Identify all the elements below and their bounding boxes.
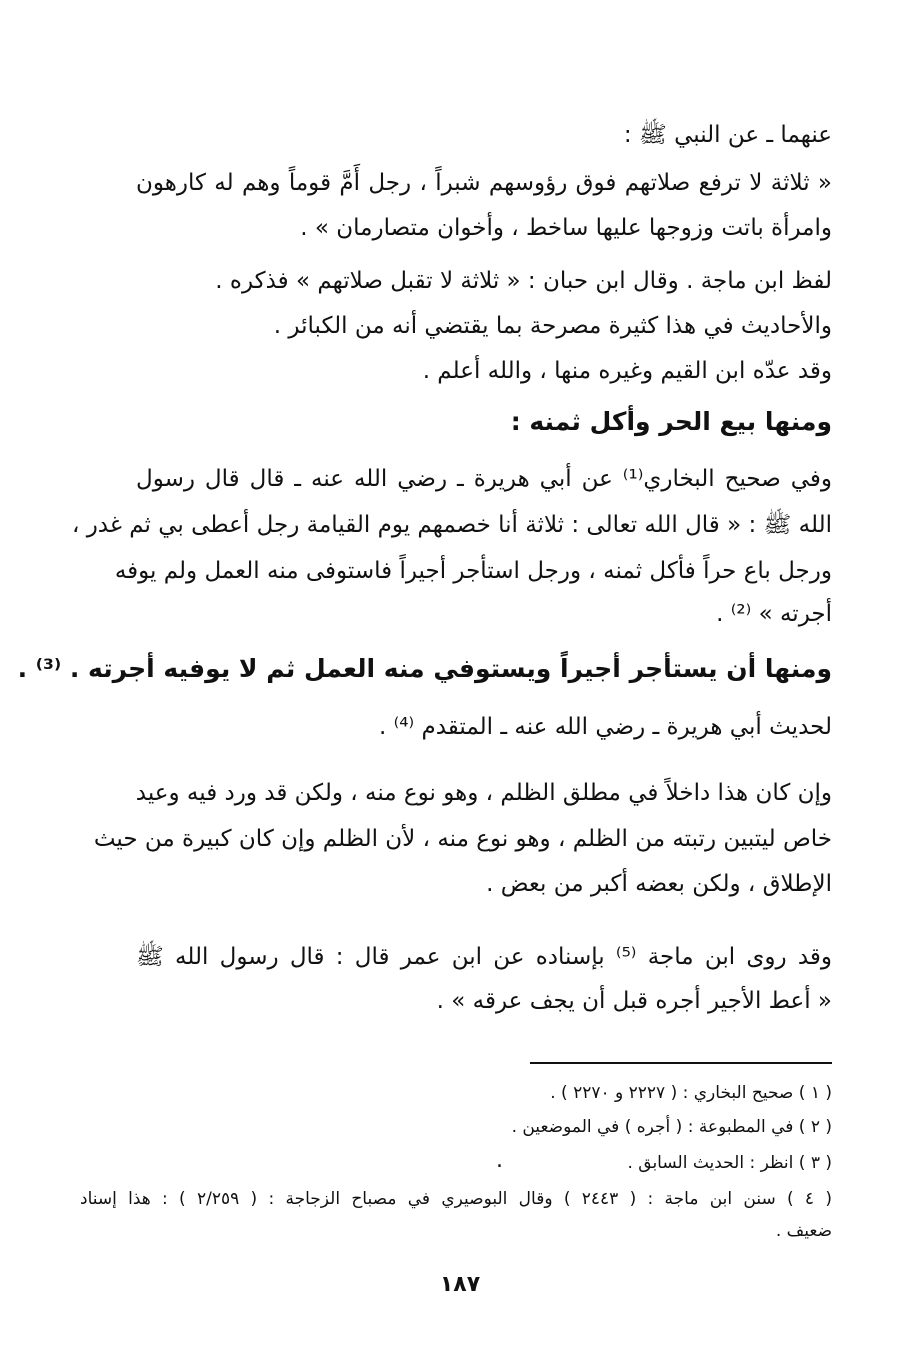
body-line-9: ورجل باع حراً فأكل ثمنه ، ورجل استأجر أجيراً فاستوفى منه العمل ولم يوفه (114, 558, 832, 584)
body-line-16: « أعط الأجير أجره قبل أن يجف عرقه » . (436, 988, 832, 1014)
footnote-1: ( ١ ) صحيح البخاري : ( ٢٢٢٧ و ٢٢٧٠ ) . (550, 1083, 832, 1103)
body-line-10: أجرته » ⁽²⁾ . (716, 601, 832, 627)
footnote-4-continuation: ضعيف . (775, 1221, 832, 1241)
body-line-8: الله ﷺ : « قال الله تعالى : ثلاثة أنا خصمهم يوم القيامة رجل أعطى بي ثم غدر ، (71, 512, 832, 538)
page-number: ١٨٧ (439, 1272, 481, 1297)
footnote-separator (530, 1062, 832, 1064)
body-line-15: وقد روى ابن ماجة ⁽⁵⁾ بإسناده عن ابن عمر قال : قال رسول الله ﷺ (136, 944, 832, 970)
body-line-5: والأحاديث في هذا كثيرة مصرحة بما يقتضي أنه من الكبائر . (273, 313, 832, 339)
body-line-14: الإطلاق ، ولكن بعضه أكبر من بعض . (486, 871, 832, 897)
body-line-7: وفي صحيح البخاري⁽¹⁾ عن أبي هريرة ـ رضي الله عنه ـ قال قال رسول (136, 466, 833, 492)
footnote-2: ( ٢ ) في المطبوعة : ( أجره ) في الموضعين . (511, 1117, 832, 1137)
footnote-3: ( ٣ ) انظر : الحديث السابق . (627, 1153, 832, 1173)
body-line-11: لحديث أبي هريرة ـ رضي الله عنه ـ المتقدم ⁽⁴⁾ . (378, 714, 832, 740)
body-line-3: وامرأة باتت وزوجها عليها ساخط ، وأخوان متصارمان » . (300, 215, 832, 241)
body-line-4: لفظ ابن ماجة . وقال ابن حبان : « ثلاثة لا تقبل صلاتهم » فذكره . (215, 268, 832, 294)
body-line-2: « ثلاثة لا ترفع صلاتهم فوق رؤوسهم شبراً ، رجل أَمَّ قوماً وهم له كارهون (136, 170, 832, 196)
body-line-1: عنهما ـ عن النبي ﷺ : (623, 122, 832, 148)
footnote-4: ( ٤ ) سنن ابن ماجة : ( ٢٤٤٣ ) وقال البوصيري في مصباح الزجاجة : ( ٢/٢٥٩ ) : هذا إسناد (80, 1189, 832, 1209)
section-heading-1: ومنها بيع الحر وأكل ثمنه : (510, 407, 832, 436)
body-line-6: وقد عدّه ابن القيم وغيره منها ، والله أعلم . (422, 358, 832, 384)
stray-dot: . (496, 1148, 503, 1173)
section-heading-2: ومنها أن يستأجر أجيراً ويستوفي منه العمل ثم لا يوفيه أجرته . ⁽³⁾ . (17, 654, 832, 683)
body-line-13: خاص ليتبين رتبته من الظلم ، وهو نوع منه ، لأن الظلم وإن كان كبيرة من حيث (93, 826, 832, 852)
body-line-12: وإن كان هذا داخلاً في مطلق الظلم ، وهو نوع منه ، ولكن قد ورد فيه وعيد (135, 780, 832, 806)
